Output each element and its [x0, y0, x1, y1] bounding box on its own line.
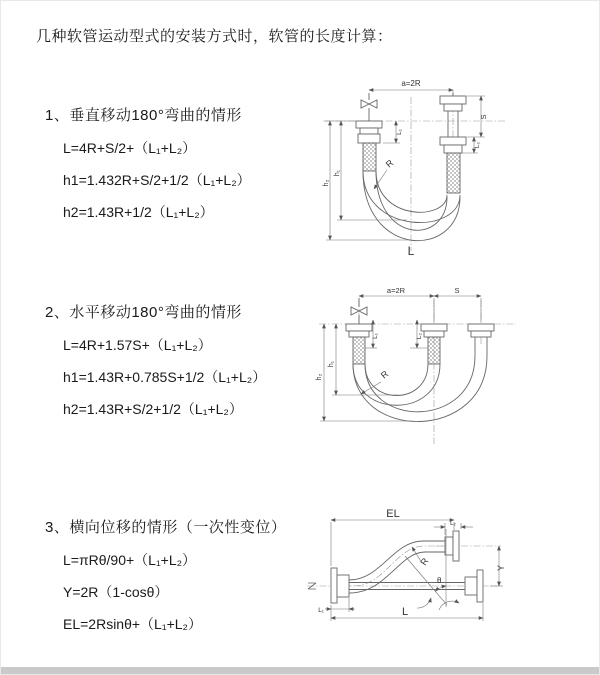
dim-label-s: S [479, 114, 488, 120]
valve-symbol [359, 307, 367, 315]
section-2-formula-h1: h1=1.43R+0.785S+1/2（L₁+L₂） [63, 369, 267, 385]
dim-label-l2: L₂ [474, 141, 481, 149]
dim-label-l: L [407, 244, 415, 258]
dim-label-r: R [383, 157, 396, 170]
diagram-horizontal-180-bend [311, 284, 600, 474]
dimension-lines [325, 520, 503, 621]
dim-label-l1: L₁ [318, 607, 324, 614]
braided-hose-section [363, 143, 376, 171]
hose-curves [353, 356, 487, 422]
braided-hose-section [353, 337, 365, 364]
section-1-formula-h2: h2=1.43R+1/2（L₁+L₂） [63, 204, 214, 220]
section-1-heading: 1、垂直移动180°弯曲的情形 [45, 107, 242, 124]
braided-hose-section [447, 153, 460, 193]
dim-label-h2: h₂ [316, 373, 323, 381]
pipework [346, 298, 494, 364]
section-3-heading: 3、横向位移的情形（一次性变位） [45, 519, 287, 536]
section-2-formula-L: L=4R+1.57S+（L₁+L₂） [63, 337, 212, 353]
centerlines [319, 300, 516, 444]
dim-label-h2: h₂ [323, 179, 330, 187]
section-vertical-180 [45, 100, 311, 228]
dim-label-l1: L₁ [372, 333, 379, 339]
dim-label-r: R [418, 556, 431, 568]
page-bottom-strip [1, 667, 600, 674]
hose-curves [363, 171, 460, 241]
diagram-lateral-displacement [301, 506, 600, 651]
dim-label-y: Y [496, 564, 506, 572]
diagram-vertical-180-bend [311, 73, 600, 258]
diagram-1-labels [323, 79, 488, 258]
braided-hose-section [428, 337, 440, 364]
section-3-formula-Y: Y=2R（1-cosθ） [63, 584, 169, 600]
pipework [331, 531, 483, 603]
dim-label-l1: L₁ [396, 129, 403, 135]
dim-label-l2: L₂ [416, 332, 423, 340]
dim-label-h1: h₁ [334, 169, 341, 177]
section-3-formula-EL: EL=2Rsinθ+（L₁+L₂） [63, 616, 202, 632]
valve-symbol [369, 100, 377, 108]
dimension-lines [325, 90, 485, 240]
section-2-formula-h2: h2=1.43R+S/2+1/2（L₁+L₂） [63, 401, 243, 417]
dim-label-el: EL [386, 508, 400, 520]
dim-label-l2: L₂ [450, 521, 456, 527]
dim-label-theta: θ [437, 576, 442, 585]
section-1-formula-L: L=4R+S/2+（L₁+L₂） [63, 140, 197, 156]
valve-symbol [361, 100, 369, 108]
section-horizontal-180 [45, 297, 311, 425]
dim-label-l: L [401, 606, 409, 618]
section-3-formula-L: L=πRθ/90+（L₁+L₂） [63, 552, 197, 568]
dim-label-s: S [454, 286, 460, 295]
section-lateral-displacement [45, 512, 311, 640]
section-1-formula-h1: h1=1.432R+S/2+1/2（L₁+L₂） [63, 172, 251, 188]
dimension-lines [320, 296, 481, 421]
valve-symbol [351, 307, 359, 315]
dim-label-h1: h₁ [328, 360, 335, 368]
dim-label-r: R [378, 368, 391, 381]
hose-curves [349, 541, 445, 593]
page-title: 几种软管运动型式的安装方式时，软管的长度计算： [36, 28, 393, 45]
section-2-heading: 2、水平移动180°弯曲的情形 [45, 304, 242, 321]
dim-label-a2r: a=2R [386, 286, 406, 295]
dim-label-a2r: a=2R [401, 79, 421, 88]
